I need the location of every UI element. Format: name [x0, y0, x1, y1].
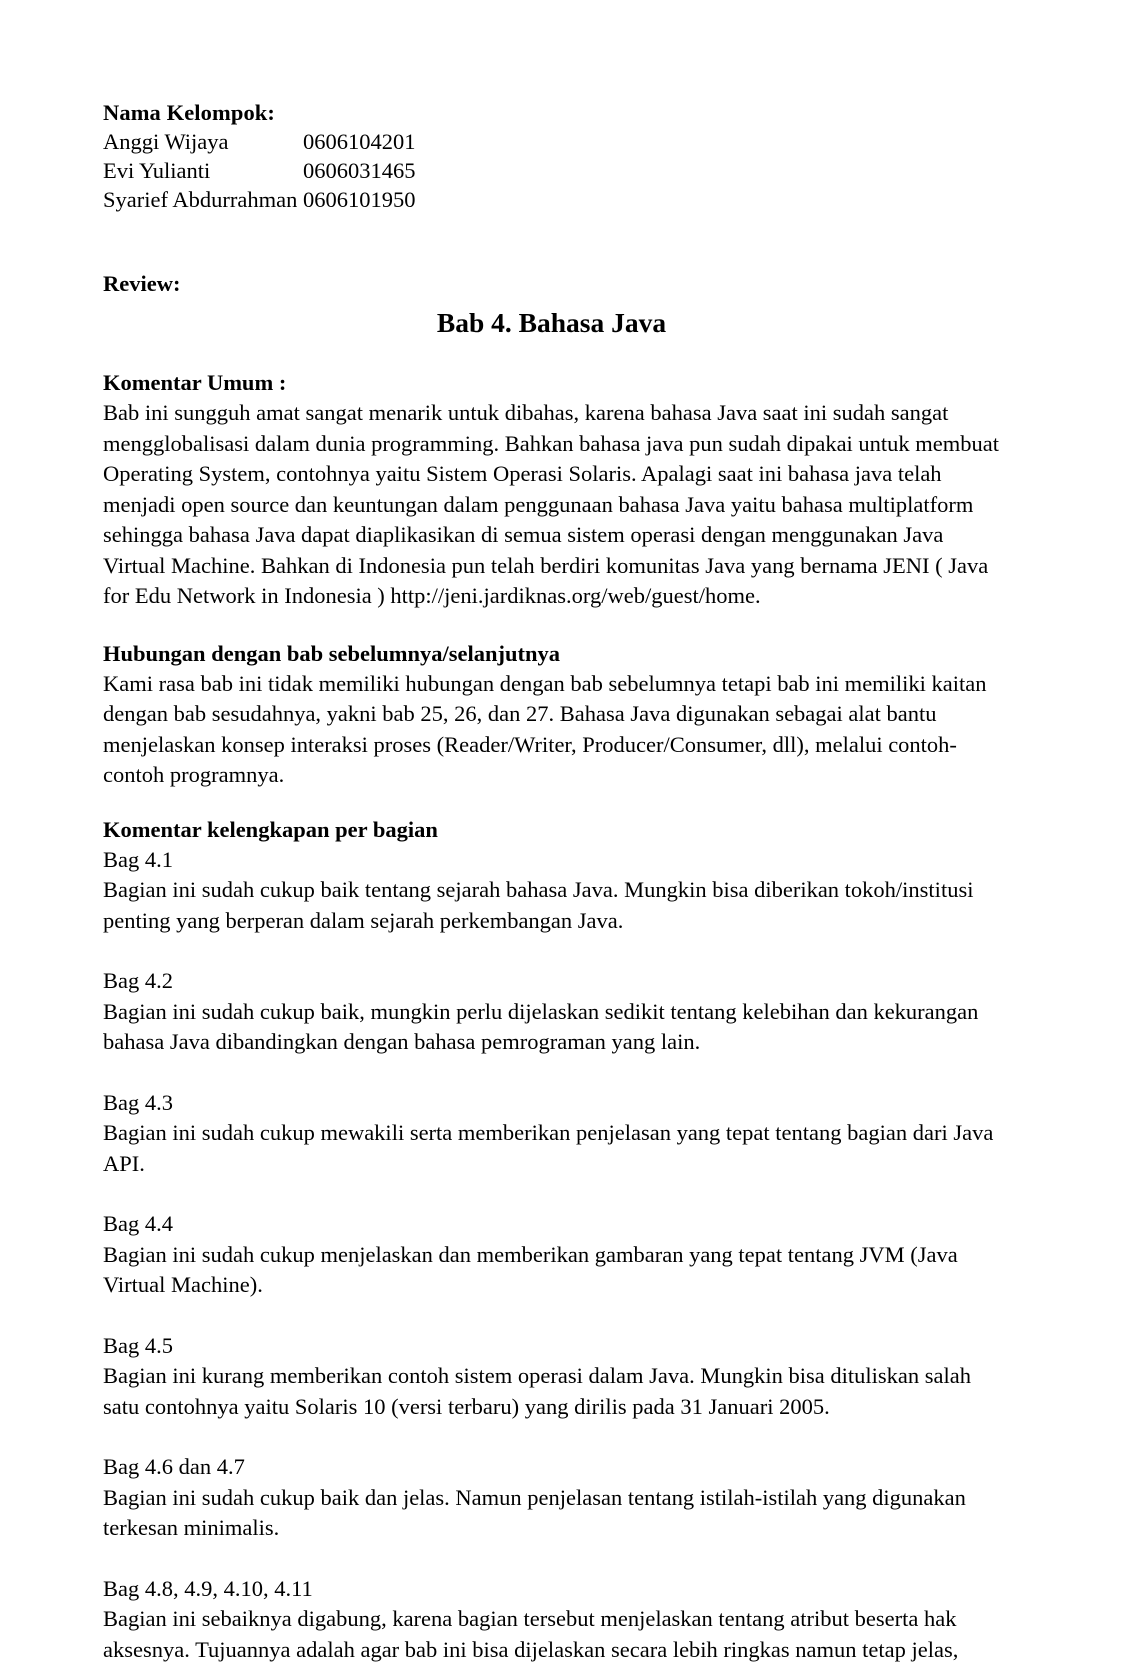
subsection-bag-4-3: [103, 1088, 1000, 1180]
subsection-label: Bag 4.6 dan 4.7: [103, 1452, 1000, 1483]
member-row: [103, 156, 1000, 185]
subsection-label: Bag 4.8, 4.9, 4.10, 4.11: [103, 1574, 1000, 1605]
member-list: [103, 127, 1000, 214]
subsection-label: Bag 4.3: [103, 1088, 1000, 1119]
section-komentar-umum: [103, 368, 1000, 612]
member-id: 0606031465: [303, 156, 416, 185]
subsection-body: Bagian ini sudah cukup baik, mungkin perlu dijelaskan sedikit tentang kelebihan dan kekurangan bahasa Java dibandingkan dengan bahasa pemrograman yang lain.: [103, 997, 1000, 1058]
subsection-bag-4-4: [103, 1209, 1000, 1301]
section-heading: Komentar kelengkapan per bagian: [103, 815, 1000, 845]
section-heading: Komentar Umum :: [103, 368, 1000, 398]
group-block-heading: Nama Kelompok:: [103, 98, 1000, 127]
subsection-body: Bagian ini sudah cukup mewakili serta memberikan penjelasan yang tepat tentang bagian dari Java API.: [103, 1118, 1000, 1179]
section-body: Kami rasa bab ini tidak memiliki hubungan dengan bab sebelumnya tetapi bab ini memiliki kaitan dengan bab sesudahnya, yakni bab 25, 26, dan 27. Bahasa Java digunakan sebagai alat bantu menjelaskan konsep interaksi proses (Reader/Writer, Producer/Consumer, dll), melalui contoh-contoh programnya.: [103, 669, 1000, 791]
review-label: Review:: [103, 269, 1000, 298]
subsection-label: Bag 4.5: [103, 1331, 1000, 1362]
section-heading: Hubungan dengan bab sebelumnya/selanjutnya: [103, 639, 1000, 669]
section-body: Bab ini sungguh amat sangat menarik untuk dibahas, karena bahasa Java saat ini sudah sangat mengglobalisasi dalam dunia programming. Bahkan bahasa java pun sudah dipakai untuk membuat Operating System, contohnya yaitu Sistem Operasi Solaris. Apalagi saat ini bahasa java telah menjadi open source dan keuntungan dalam penggunaan bahasa Java yaitu bahasa multiplatform sehingga bahasa Java dapat diaplikasikan di semua sistem operasi dengan menggunakan Java Virtual Machine. Bahkan di Indonesia pun telah berdiri komunitas Java yang bernama JENI ( Java for Edu Network in Indonesia ) http://jeni.jardiknas.org/web/guest/home.: [103, 398, 1000, 612]
member-id: 0606101950: [303, 185, 416, 214]
subsection-label: Bag 4.2: [103, 966, 1000, 997]
member-row: [103, 185, 1000, 214]
subsection-bag-4-2: [103, 966, 1000, 1058]
document-content: [103, 98, 1000, 1665]
subsection-body: Bagian ini kurang memberikan contoh sistem operasi dalam Java. Mungkin bisa dituliskan salah satu contohnya yaitu Solaris 10 (versi terbaru) yang dirilis pada 31 Januari 2005.: [103, 1361, 1000, 1422]
page-title: Bab 4. Bahasa Java: [103, 305, 1000, 341]
subsection-bag-4-5: [103, 1331, 1000, 1423]
subsection-body: Bagian ini sudah cukup menjelaskan dan memberikan gambaran yang tepat tentang JVM (Java Virtual Machine).: [103, 1240, 1000, 1301]
subsection-label: Bag 4.1: [103, 845, 1000, 876]
subsection-body: Bagian ini sudah cukup baik dan jelas. Namun penjelasan tentang istilah-istilah yang digunakan terkesan minimalis.: [103, 1483, 1000, 1544]
member-row: [103, 127, 1000, 156]
section-hubungan-bab: [103, 639, 1000, 791]
subsection-bag-4-8-4-11: [103, 1574, 1000, 1665]
subsection-label: Bag 4.4: [103, 1209, 1000, 1240]
member-name: Evi Yulianti: [103, 156, 303, 185]
subsection-bag-4-6-4-7: [103, 1452, 1000, 1544]
subsection-bag-4-1: [103, 845, 1000, 937]
subsection-body: Bagian ini sudah cukup baik tentang sejarah bahasa Java. Mungkin bisa diberikan tokoh/institusi penting yang berperan dalam sejarah perkembangan Java.: [103, 875, 1000, 936]
member-name: Syarief Abdurrahman: [103, 185, 303, 214]
member-id: 0606104201: [303, 127, 416, 156]
subsection-body: Bagian ini sebaiknya digabung, karena bagian tersebut menjelaskan tentang atribut beserta hak aksesnya. Tujuannya adalah agar bab ini bisa dijelaskan secara lebih ringkas namun tetap jelas,: [103, 1604, 1000, 1665]
member-name: Anggi Wijaya: [103, 127, 303, 156]
section-komentar-kelengkapan: [103, 815, 1000, 1665]
group-block: [103, 98, 1000, 214]
